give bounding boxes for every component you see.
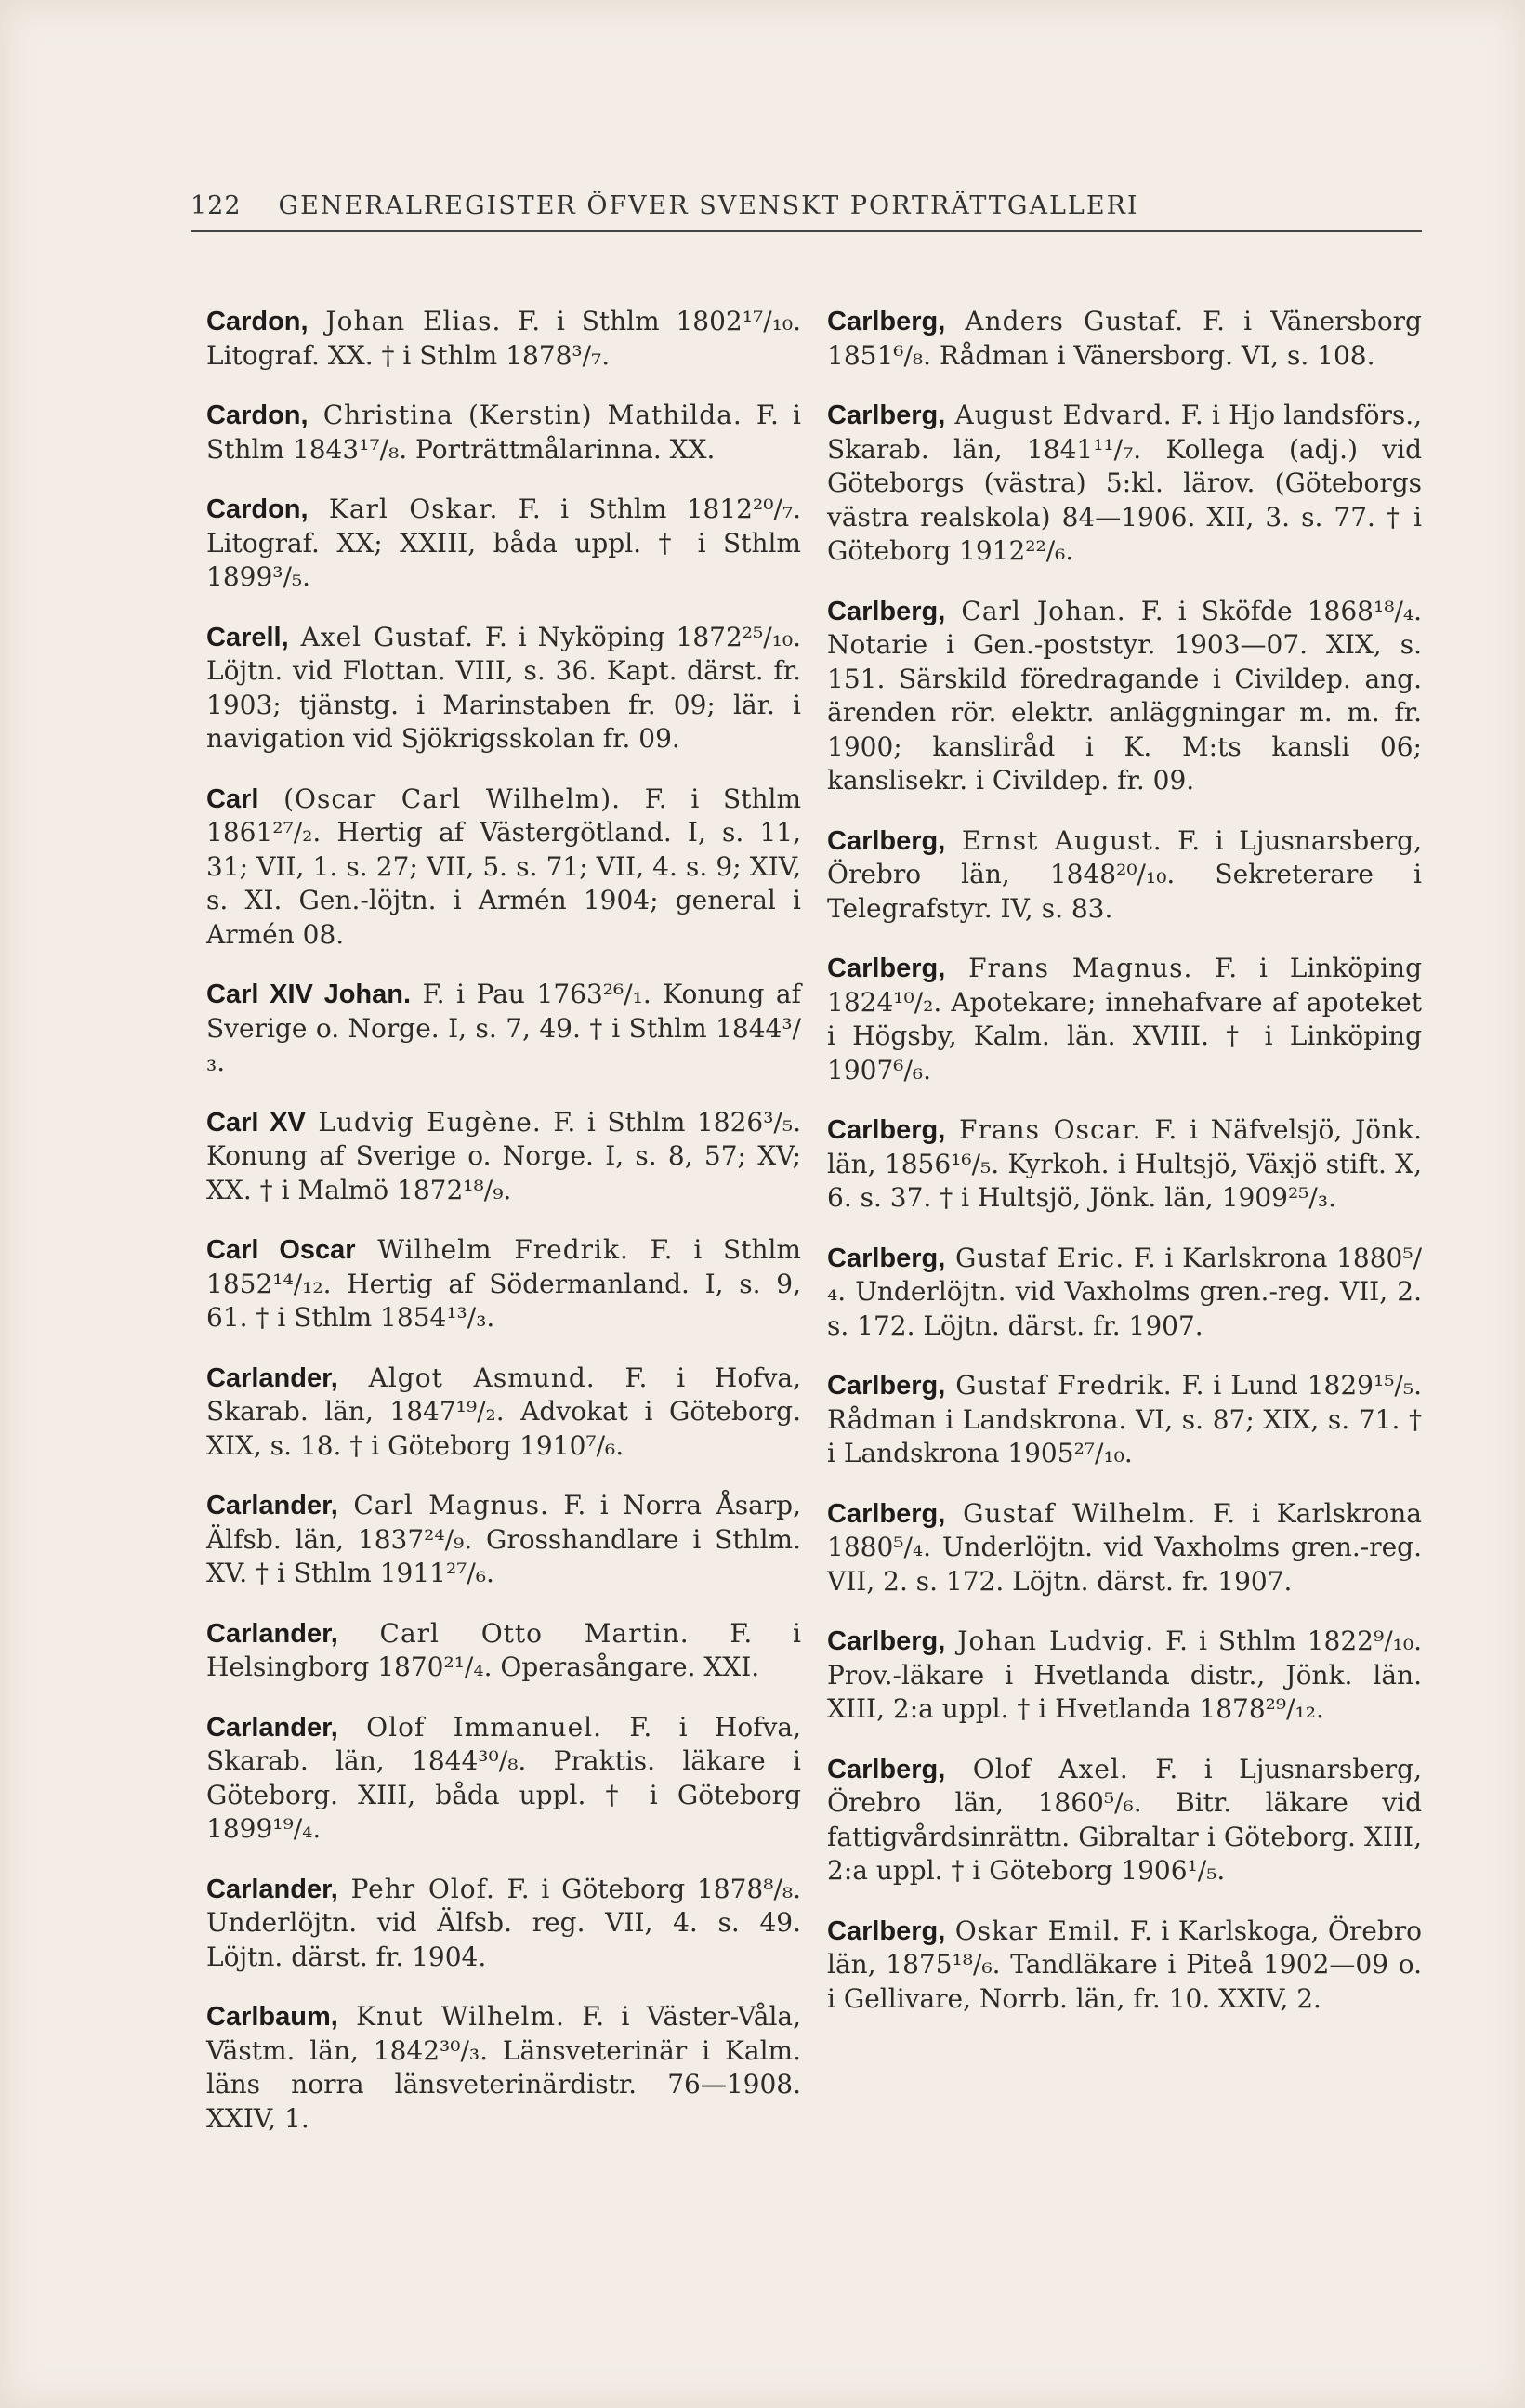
entry-given-names: August Edvard. <box>945 400 1173 430</box>
entry-text: F. i Karlskrona 1880⁵/₄. Underlöjtn. vid Vaxholms gren.-reg. VII, 2. s. 172. Löjtn. därst. fr. 1907. <box>827 1497 1422 1597</box>
register-entry <box>206 1489 801 1591</box>
entry-surname: Carell, <box>206 622 289 652</box>
entry-surname: Carlberg, <box>827 1115 946 1145</box>
entry-text: F. i Näfvelsjö, Jönk. län, 1856¹⁶/₅. Kyrkoh. i Hultsjö, Växjö stift. X, 6. s. 37. † i Hultsjö, Jönk. län, 1909²⁵/₃. <box>827 1114 1422 1213</box>
entry-given-names: Knut Wilhelm. <box>337 2001 565 2032</box>
register-entry <box>206 1873 801 1975</box>
entry-text: F. i Nyköping 1872²⁵/₁₀. Löjtn. vid Flottan. VIII, s. 36. Kapt. därst. fr. 1903; tjänstg. i Marinstaben fr. 09; lär. i navigation vid Sjökrigsskolan fr. 09. <box>206 621 801 754</box>
page-header <box>191 191 1422 220</box>
register-entry <box>827 1625 1422 1727</box>
header-rule <box>191 230 1422 232</box>
entry-given-names: Karl Oskar. <box>308 493 499 524</box>
entry-surname: Carlberg, <box>827 825 946 856</box>
entry-text: F. i Karlskoga, Örebro län, 1875¹⁸/₆. Tandläkare i Piteå 1902—09 o. i Gellivare, Norrb. län, fr. 10. XXIV, 2. <box>827 1915 1422 2014</box>
entry-text: F. i Sthlm 1802¹⁷/₁₀. Litograf. XX. † i Sthlm 1878³/₇. <box>206 306 801 371</box>
entry-text: F. i Hjo landsförs., Skarab. län, 1841¹¹/₇. Kollega (adj.) vid Göteborgs (västra) 5:kl. lärov. (Göteborgs västra realskola) 84—1906. XII, 3. s. 77. † i Göteborg 1912²²/₆. <box>827 400 1423 566</box>
entry-surname: Carlander, <box>206 1362 338 1393</box>
register-entry <box>827 399 1422 569</box>
entry-given-names: Pehr Olof. <box>337 1873 495 1904</box>
entry-text: F. i Norra Åsarp, Älfsb. län, 1837²⁴/₉. Grosshandlare i Sthlm. XV. † i Sthlm 1911²⁷/₆. <box>206 1490 801 1588</box>
entry-text: F. i Väster-Våla, Västm. län, 1842³⁰/₃. Länsveterinär i Kalm. läns norra länsveterinärdistr. 76—1908. XXIV, 1. <box>206 2001 802 2134</box>
entry-surname: Carl Oscar <box>206 1235 356 1265</box>
register-entry <box>827 595 1422 798</box>
entry-surname: Carlbaum, <box>206 2002 338 2032</box>
entry-surname: Carlberg, <box>827 1371 946 1401</box>
register-entry <box>206 2000 801 2136</box>
register-entry <box>206 399 801 467</box>
entry-given-names: Frans Magnus. <box>945 953 1193 983</box>
entry-text: F. i Vänersborg 1851⁶/₈. Rådman i Vänersborg. VI, s. 108. <box>827 306 1422 371</box>
entry-given-names: Johan Elias. <box>308 306 502 336</box>
page-number: 122 <box>191 191 242 220</box>
entry-text: F. i Hofva, Skarab. län, 1844³⁰/₈. Praktis. läkare i Göteborg. XIII, båda uppl. † i Göteborg 1899¹⁹/₄. <box>206 1711 801 1844</box>
entry-given-names: Anders Gustaf. <box>945 306 1184 336</box>
entry-surname: Cardon, <box>206 494 309 524</box>
entry-given-names: Wilhelm Fredrik. <box>355 1234 629 1265</box>
entry-surname: Carlberg, <box>827 1754 946 1784</box>
entry-surname: Carl XV <box>206 1107 306 1138</box>
entry-given-names: Oskar Emil. <box>945 1915 1122 1946</box>
entry-surname: Carlander, <box>206 1712 338 1743</box>
entry-surname: Carlander, <box>206 1491 338 1520</box>
entry-text: F. i Ljusnarsberg, Örebro län, 1860⁵/₆. Bitr. läkare vid fattigvårdsinrättn. Gibraltar i Göteborg. XIII, 2:a uppl. † i Göteborg 1906¹/₅. <box>827 1753 1422 1886</box>
right-column <box>827 279 1422 2036</box>
entry-surname: Carlander, <box>206 1618 338 1649</box>
entry-text: F. i Lund 1829¹⁵/₅. Rådman i Landskrona. VI, s. 87; XIX, s. 71. † i Landskrona 1905²⁷/₁₀. <box>827 1370 1422 1468</box>
entry-text: F. i Sthlm 1822⁹/₁₀. Prov.-läkare i Hvetlanda distr., Jönk. län. XIII, 2:a uppl. † i Hvetlanda 1878²⁹/₁₂. <box>827 1625 1422 1724</box>
register-entry <box>206 305 801 373</box>
entry-given-names: Gustaf Eric. <box>945 1242 1125 1273</box>
register-entry <box>206 978 801 1080</box>
entry-surname: Carlberg, <box>827 1498 946 1529</box>
running-title: GENERALREGISTER ÖFVER SVENSKT PORTRÄTTGALLERI <box>278 191 1139 220</box>
register-entry <box>206 1617 801 1685</box>
register-entry <box>827 1915 1422 2017</box>
register-entry <box>206 1362 801 1464</box>
entry-given-names: Algot Asmund. <box>337 1362 596 1393</box>
register-entry <box>206 1106 801 1208</box>
entry-given-names: (Oscar Carl Wilhelm). <box>258 783 622 814</box>
register-entry <box>206 783 801 953</box>
entry-surname: Cardon, <box>206 307 309 336</box>
entry-given-names: Carl Otto Martin. <box>337 1617 690 1649</box>
entry-surname: Carl XIV Johan. <box>206 980 412 1009</box>
register-entry <box>827 305 1422 373</box>
entry-surname: Carlander, <box>206 1874 338 1904</box>
entry-given-names: Ludvig Eugène. <box>305 1106 542 1138</box>
register-entry <box>827 1113 1422 1216</box>
entry-text: F. i Helsingborg 1870²¹/₄. Operasångare. XXI. <box>206 1617 801 1682</box>
entry-text: F. i Sthlm 1843¹⁷/₈. Porträttmålarinna. XX. <box>206 400 801 465</box>
register-entry <box>206 1711 801 1847</box>
entry-given-names: Christina (Kerstin) Mathilda. <box>308 400 743 430</box>
entry-surname: Carlberg, <box>827 596 946 626</box>
entry-given-names: Johan Ludvig. <box>945 1625 1155 1656</box>
entry-surname: Carlberg, <box>827 307 946 336</box>
entry-text: F. i Sköfde 1868¹⁸/₄. Notarie i Gen.-poststyr. 1903—07. XIX, s. 151. Särskild föredragande i Civildep. ang. ärenden rör. elektr. anläggningar m. m. fr. 1900; kansliråd i K. M:ts kansli 06; kanslisekr. i Civildep. fr. 09. <box>827 595 1423 796</box>
entry-given-names: Olof Immanuel. <box>337 1711 602 1743</box>
entry-text: F. i Pau 1763²⁶/₁. Konung af Sverige o. Norge. I, s. 7, 49. † i Sthlm 1844³/₃. <box>206 979 801 1077</box>
entry-text: F. i Karlskrona 1880⁵/₄. Underlöjtn. vid Vaxholms gren.-reg. VII, 2. s. 172. Löjtn. därst. fr. 1907. <box>827 1242 1422 1341</box>
entry-text: F. i Sthlm 1861²⁷/₂. Hertig af Västergötland. I, s. 11, 31; VII, 1. s. 27; VII, 5. s. 71; VII, 4. s. 9; XIV, s. XI. Gen.-löjtn. i Armén 1904; general i Armén 08. <box>206 783 801 950</box>
entry-text: F. i Göteborg 1878⁸/₈. Underlöjtn. vid Älfsb. reg. VII, 4. s. 49. Löjtn. därst. fr. 1904. <box>206 1873 802 1972</box>
register-entry <box>827 952 1422 1087</box>
entry-text: F. i Ljusnarsberg, Örebro län, 1848²⁰/₁₀. Sekreterare i Telegrafstyr. IV, s. 83. <box>827 824 1422 924</box>
register-entry <box>827 824 1422 927</box>
left-column <box>206 279 801 2156</box>
entry-text: F. i Sthlm 1826³/₅. Konung af Sverige o. Norge. I, s. 8, 57; XV; XX. † i Malmö 1872¹⁸/₉. <box>206 1106 801 1205</box>
entry-surname: Cardon, <box>206 401 309 430</box>
entry-text: F. i Hofva, Skarab. län, 1847¹⁹/₂. Advokat i Göteborg. XIX, s. 18. † i Göteborg 1910⁷/₆. <box>206 1362 801 1461</box>
register-entry <box>827 1369 1422 1471</box>
register-entry <box>827 1497 1422 1599</box>
entry-text: F. i Sthlm 1812²⁰/₇. Litograf. XX; XXIII, båda uppl. † i Sthlm 1899³/₅. <box>206 493 801 592</box>
entry-text: F. i Sthlm 1852¹⁴/₁₂. Hertig af Södermanland. I, s. 9, 61. † i Sthlm 1854¹³/₃. <box>206 1234 801 1333</box>
register-entry <box>206 1233 801 1336</box>
entry-given-names: Carl Magnus. <box>337 1490 549 1520</box>
entry-given-names: Carl Johan. <box>945 595 1126 626</box>
entry-given-names: Axel Gustaf. <box>288 621 474 652</box>
entry-surname: Carlberg, <box>827 1915 946 1946</box>
entry-text: F. i Linköping 1824¹⁰/₂. Apotekare; innehafvare af apoteket i Högsby, Kalm. län. XVIII. † i Linköping 1907⁶/₆. <box>827 953 1422 1086</box>
register-entry <box>206 493 801 595</box>
entry-given-names: Olof Axel. <box>945 1753 1129 1784</box>
register-entry <box>827 1242 1422 1344</box>
entry-given-names: Ernst August. <box>945 824 1163 856</box>
entry-surname: Carlberg, <box>827 1243 946 1273</box>
entry-surname: Carlberg, <box>827 401 946 430</box>
entry-surname: Carlberg, <box>827 954 946 983</box>
entry-given-names: Gustaf Fredrik. <box>945 1370 1173 1401</box>
entry-given-names: Frans Oscar. <box>945 1114 1142 1145</box>
register-entry <box>206 621 801 757</box>
entry-surname: Carlberg, <box>827 1626 946 1656</box>
entry-given-names: Gustaf Wilhelm. <box>945 1497 1197 1529</box>
entry-surname: Carl <box>206 783 259 814</box>
register-entry <box>827 1753 1422 1888</box>
